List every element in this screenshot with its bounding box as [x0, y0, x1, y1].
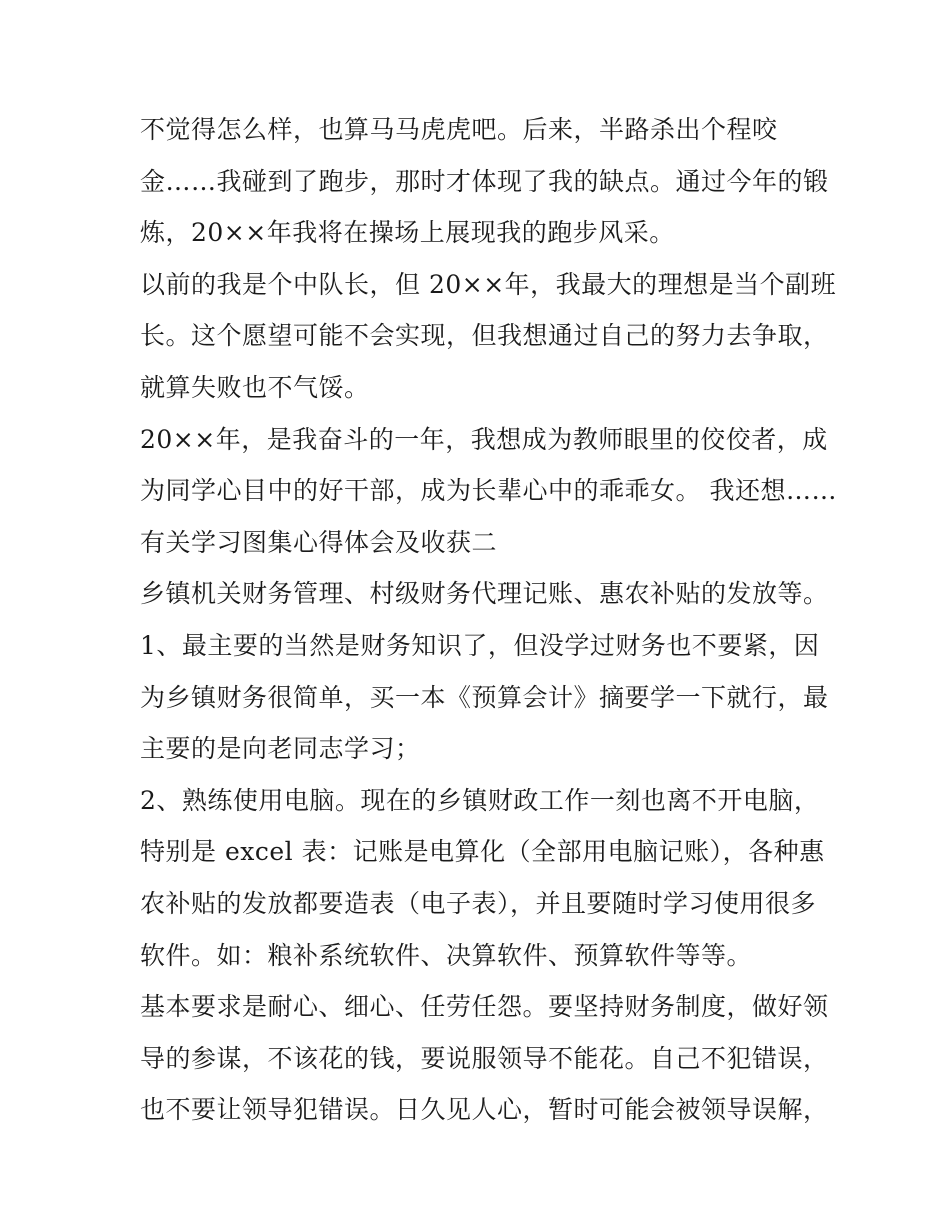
text-line: 为乡镇财务很简单，买一本《预算会计》摘要学一下就行，最 — [140, 682, 829, 712]
text-line: 为同学心目中的好干部，成为长辈心中的乖乖女。 我还想…… — [140, 476, 837, 506]
text-line: 主要的是向老同志学习； — [140, 734, 421, 764]
document-body — [140, 104, 837, 1136]
text-line: 20××年，是我奋斗的一年，我想成为教师眼里的佼佼者，成 — [140, 424, 828, 454]
text-line: 2、熟练使用电脑。现在的乡镇财政工作一刻也离不开电脑， — [140, 785, 820, 815]
section-heading: 有关学习图集心得体会及收获二 — [140, 527, 498, 557]
text-line: 导的参谋，不该花的钱，要说服领导不能花。自己不犯错误， — [140, 1043, 829, 1073]
text-line: 就算失败也不气馁。 — [140, 372, 370, 402]
text-line: 基本要求是耐心、细心、任劳任怨。要坚持财务制度，做好领 — [140, 992, 829, 1022]
text-line: 特别是 excel 表：记账是电算化（全部用电脑记账），各种惠 — [140, 837, 825, 867]
text-line: 以前的我是个中队长，但 20××年，我最大的理想是当个副班 — [140, 269, 837, 299]
text-line: 炼，20××年我将在操场上展现我的跑步风采。 — [140, 218, 675, 248]
text-line: 1、最主要的当然是财务知识了，但没学过财务也不要紧，因 — [140, 630, 820, 660]
text-line: 也不要让领导犯错误。日久见人心，暂时可能会被领导误解， — [140, 1095, 829, 1125]
text-line: 农补贴的发放都要造表（电子表），并且要随时学习使用很多 — [140, 888, 817, 918]
text-line: 长。这个愿望可能不会实现，但我想通过自己的努力去争取， — [140, 321, 829, 351]
text-line: 不觉得怎么样，也算马马虎虎吧。后来，半路杀出个程咬 — [140, 115, 778, 144]
text-line: 金……我碰到了跑步，那时才体现了我的缺点。通过今年的锻 — [140, 166, 829, 196]
text-line: 乡镇机关财务管理、村级财务代理记账、惠农补贴的发放等。 — [140, 579, 829, 609]
text-line: 软件。如：粮补系统软件、决算软件、预算软件等等。 — [140, 940, 753, 970]
